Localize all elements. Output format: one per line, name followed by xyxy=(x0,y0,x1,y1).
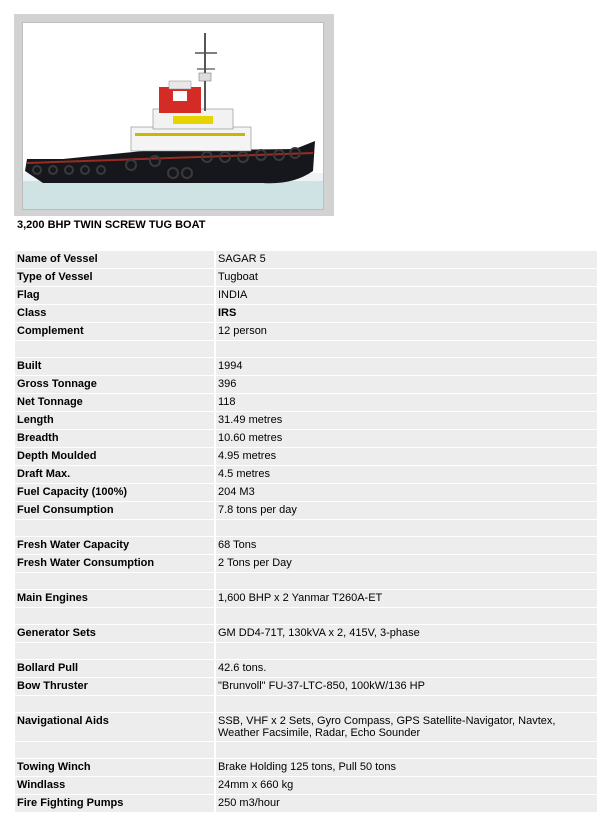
spec-label xyxy=(15,742,214,758)
spec-value: 250 m3/hour xyxy=(216,795,597,812)
spec-value: 4.95 metres xyxy=(216,448,597,465)
spec-value: 396 xyxy=(216,376,597,393)
spec-label: Type of Vessel xyxy=(15,269,214,286)
spec-label: Class xyxy=(15,305,214,322)
tugboat-illustration xyxy=(23,23,323,209)
spec-value: 1,600 BHP x 2 Yanmar T260A-ET xyxy=(216,590,597,607)
spec-row xyxy=(15,448,597,465)
spec-value xyxy=(216,696,597,712)
spec-row xyxy=(15,287,597,304)
spec-label xyxy=(15,520,214,536)
spec-row xyxy=(15,537,597,554)
spec-value xyxy=(216,643,597,659)
spec-value: SSB, VHF x 2 Sets, Gyro Compass, GPS Satellite-Navigator, Navtex, Weather Facsimile, Radar, Echo Sounder xyxy=(216,713,597,741)
spec-label: Bow Thruster xyxy=(15,678,214,695)
spec-row xyxy=(15,323,597,340)
spec-value: 12 person xyxy=(216,323,597,340)
spec-row xyxy=(15,555,597,572)
spacer-row xyxy=(15,608,597,624)
spec-value: 204 M3 xyxy=(216,484,597,501)
spec-row xyxy=(15,625,597,642)
spec-label: Fresh Water Capacity xyxy=(15,537,214,554)
spec-value: SAGAR 5 xyxy=(216,251,597,268)
spacer-row xyxy=(15,742,597,758)
spec-value: 118 xyxy=(216,394,597,411)
spec-label: Fire Fighting Pumps xyxy=(15,795,214,812)
spec-label xyxy=(15,608,214,624)
spec-label: Draft Max. xyxy=(15,466,214,483)
spec-label: Net Tonnage xyxy=(15,394,214,411)
spec-value: 24mm x 660 kg xyxy=(216,777,597,794)
spec-label: Main Engines xyxy=(15,590,214,607)
spec-label: Towing Winch xyxy=(15,759,214,776)
page-title: 3,200 BHP TWIN SCREW TUG BOAT xyxy=(17,219,206,231)
spec-row xyxy=(15,269,597,286)
spec-value xyxy=(216,520,597,536)
spec-label: Fuel Capacity (100%) xyxy=(15,484,214,501)
spacer-row xyxy=(15,696,597,712)
spec-label: Windlass xyxy=(15,777,214,794)
spec-label xyxy=(15,573,214,589)
vessel-photo xyxy=(22,22,324,210)
spec-label: Built xyxy=(15,358,214,375)
spec-label: Length xyxy=(15,412,214,429)
spacer-row xyxy=(15,643,597,659)
vessel-photo-frame xyxy=(14,14,334,216)
spec-row xyxy=(15,678,597,695)
spec-label: Breadth xyxy=(15,430,214,447)
spec-label: Flag xyxy=(15,287,214,304)
spec-label: Generator Sets xyxy=(15,625,214,642)
spec-label: Name of Vessel xyxy=(15,251,214,268)
spec-label: Depth Moulded xyxy=(15,448,214,465)
spec-value xyxy=(216,573,597,589)
spec-value xyxy=(216,341,597,357)
spec-row xyxy=(15,412,597,429)
spec-label xyxy=(15,341,214,357)
spec-row xyxy=(15,358,597,375)
spec-value: 7.8 tons per day xyxy=(216,502,597,519)
spec-value: IRS xyxy=(216,305,597,322)
spec-row xyxy=(15,466,597,483)
spec-label: Fresh Water Consumption xyxy=(15,555,214,572)
spec-value: 2 Tons per Day xyxy=(216,555,597,572)
spec-row xyxy=(15,759,597,776)
spec-row xyxy=(15,430,597,447)
spec-value: 31.49 metres xyxy=(216,412,597,429)
spec-value: Tugboat xyxy=(216,269,597,286)
spec-value: Brake Holding 125 tons, Pull 50 tons xyxy=(216,759,597,776)
spec-value: GM DD4-71T, 130kVA x 2, 415V, 3-phase xyxy=(216,625,597,642)
spec-value: 4.5 metres xyxy=(216,466,597,483)
spec-row xyxy=(15,795,597,812)
spec-value: INDIA xyxy=(216,287,597,304)
spec-row xyxy=(15,394,597,411)
spec-value: "Brunvoll" FU-37-LTC-850, 100kW/136 HP xyxy=(216,678,597,695)
spec-label: Gross Tonnage xyxy=(15,376,214,393)
spec-value xyxy=(216,608,597,624)
spec-value xyxy=(216,742,597,758)
spec-row xyxy=(15,251,597,268)
spec-value: 42.6 tons. xyxy=(216,660,597,677)
spec-row xyxy=(15,660,597,677)
spec-row xyxy=(15,777,597,794)
spec-value: 68 Tons xyxy=(216,537,597,554)
spec-label xyxy=(15,696,214,712)
spec-row xyxy=(15,590,597,607)
spacer-row xyxy=(15,573,597,589)
spacer-row xyxy=(15,520,597,536)
spec-label: Fuel Consumption xyxy=(15,502,214,519)
spec-row xyxy=(15,502,597,519)
spec-value: 10.60 metres xyxy=(216,430,597,447)
spec-label xyxy=(15,643,214,659)
spec-row xyxy=(15,713,597,741)
spec-label: Bollard Pull xyxy=(15,660,214,677)
spec-label: Navigational Aids xyxy=(15,713,214,741)
spec-row xyxy=(15,376,597,393)
specifications-table xyxy=(15,251,597,813)
spec-row xyxy=(15,305,597,322)
spacer-row xyxy=(15,341,597,357)
spec-row xyxy=(15,484,597,501)
spec-label: Complement xyxy=(15,323,214,340)
spec-value: 1994 xyxy=(216,358,597,375)
